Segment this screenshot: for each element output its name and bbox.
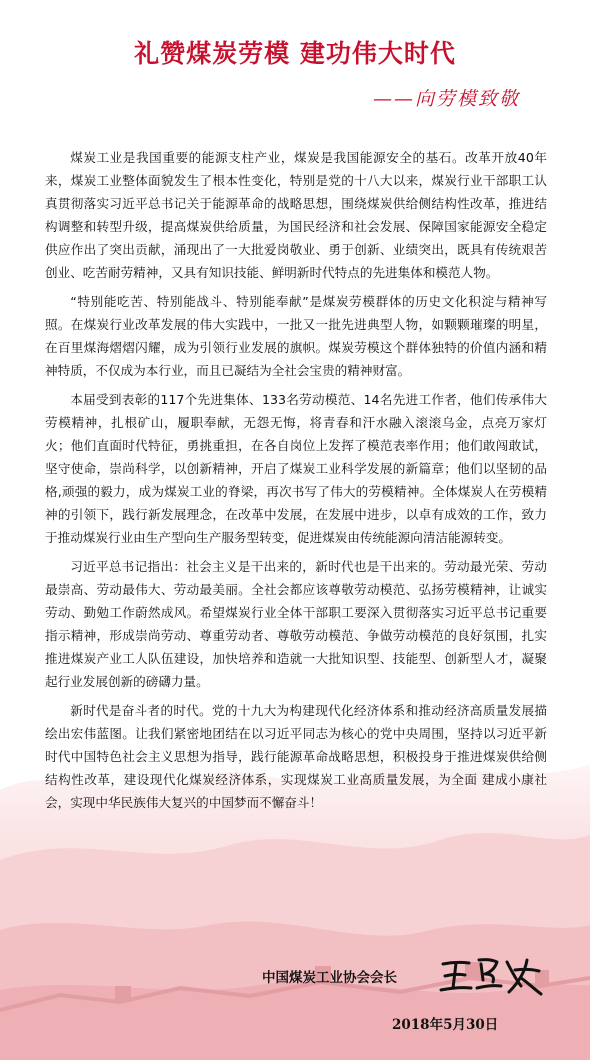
paragraph-1: 煤炭工业是我国重要的能源支柱产业，煤炭是我国能源安全的基石。改革开放40年来，煤炭工业整体面貌发生了根本性变化，特别是党的十八大以来，煤炭行业干部职工认真贯彻落实习近平总书记关于能源革命的战略思想，围绕煤炭供给侧结构性改革，推进结构调整和转型升级，提高煤炭供给质量，为国民经济和社会发展、保障国家能源安全稳定供应作出了突出贡献，涌现出了一大批爱岗敬业、勇于创新、业绩突出，既具有传统艰苦创业、吃苦耐劳精神，又具有知识技能、鲜明新时代特点的先进集体和模范人物。 (45, 150, 547, 280)
paragraph-4: 习近平总书记指出：社会主义是干出来的，新时代也是干出来的。劳动最光荣、劳动最崇高、劳动最伟大、劳动最美丽。全社会都应该尊敬劳动模范、弘扬劳模精神，让诚实劳动、勤勉工作蔚然成风。希望煤炭行业全体干部职工要深入贯彻落实习近平总书记重要指示精神，形成崇尚劳动、尊重劳动者、尊敬劳动模范、争做劳动模范的良好氛围，扎实推进煤炭产业工人队伍建设，加快培养和造就一大批知识型、技能型、创新型人才，凝聚起行业发展创新的磅礴力量。 (45, 559, 547, 689)
signature-title: 中国煤炭工业协会会长 (262, 970, 397, 986)
page-subtitle: ——向劳模致敬 (372, 88, 520, 110)
signature-date: 2018年5月30日 (392, 1017, 499, 1033)
paragraph-2: “特别能吃苦、特别能战斗、特别能奉献”是煤炭劳模群体的历史文化积淀与精神写照。在煤炭行业改革发展的伟大实践中，一批又一批先进典型人物，如颗颗璀璨的明星，在百里煤海熠熠闪耀，成为引领行业发展的旗帜。煤炭劳模这个群体独特的价值内涵和精神特质，不仅成为本行业，而且已凝结为全社会宝贵的精神财富。 (45, 294, 547, 378)
paragraph-5: 新时代是奋斗者的时代。党的十九大为构建现代化经济体系和推动经济高质量发展描绘出宏伟蓝图。让我们紧密地团结在以习近平同志为核心的党中央周围，坚持以习近平新时代中国特色社会主义思想为指导，践行能源革命战略思想，积极投身于推进煤炭供给侧结构性改革，建设现代化煤炭经济体系，实现煤炭工业高质量发展，为全面 建成小康社会，实现中华民族伟大复兴的中国梦而不懈奋斗！ (45, 703, 547, 810)
page-title: 礼赞煤炭劳模 建功伟大时代 (134, 39, 456, 68)
letter-body (45, 146, 547, 820)
handwritten-signature (435, 950, 545, 1000)
paragraph-3: 本届受到表彰的117个先进集体、133名劳动模范、14名先进工作者，他们传承伟大劳模精神，扎根矿山，履职奉献，无怨无悔，将青春和汗水融入滚滚乌金，点亮万家灯火；他们直面时代特征，勇挑重担，在各自岗位上发挥了模范表率作用；他们敢闯敢试，坚守使命，崇尚科学，以创新精神，开启了煤炭工业科学发展的新篇章；他们以坚韧的品格,顽强的毅力，成为煤炭工业的脊梁，再次书写了伟大的劳模精神。全体煤炭人在劳模精神的引领下，践行新发展理念，在改革中发展，在发展中进步，以卓有成效的工作，致力于推动煤炭行业由生产型向生产服务型转变，促进煤炭由传统能源向清洁能源转变。 (45, 392, 547, 545)
